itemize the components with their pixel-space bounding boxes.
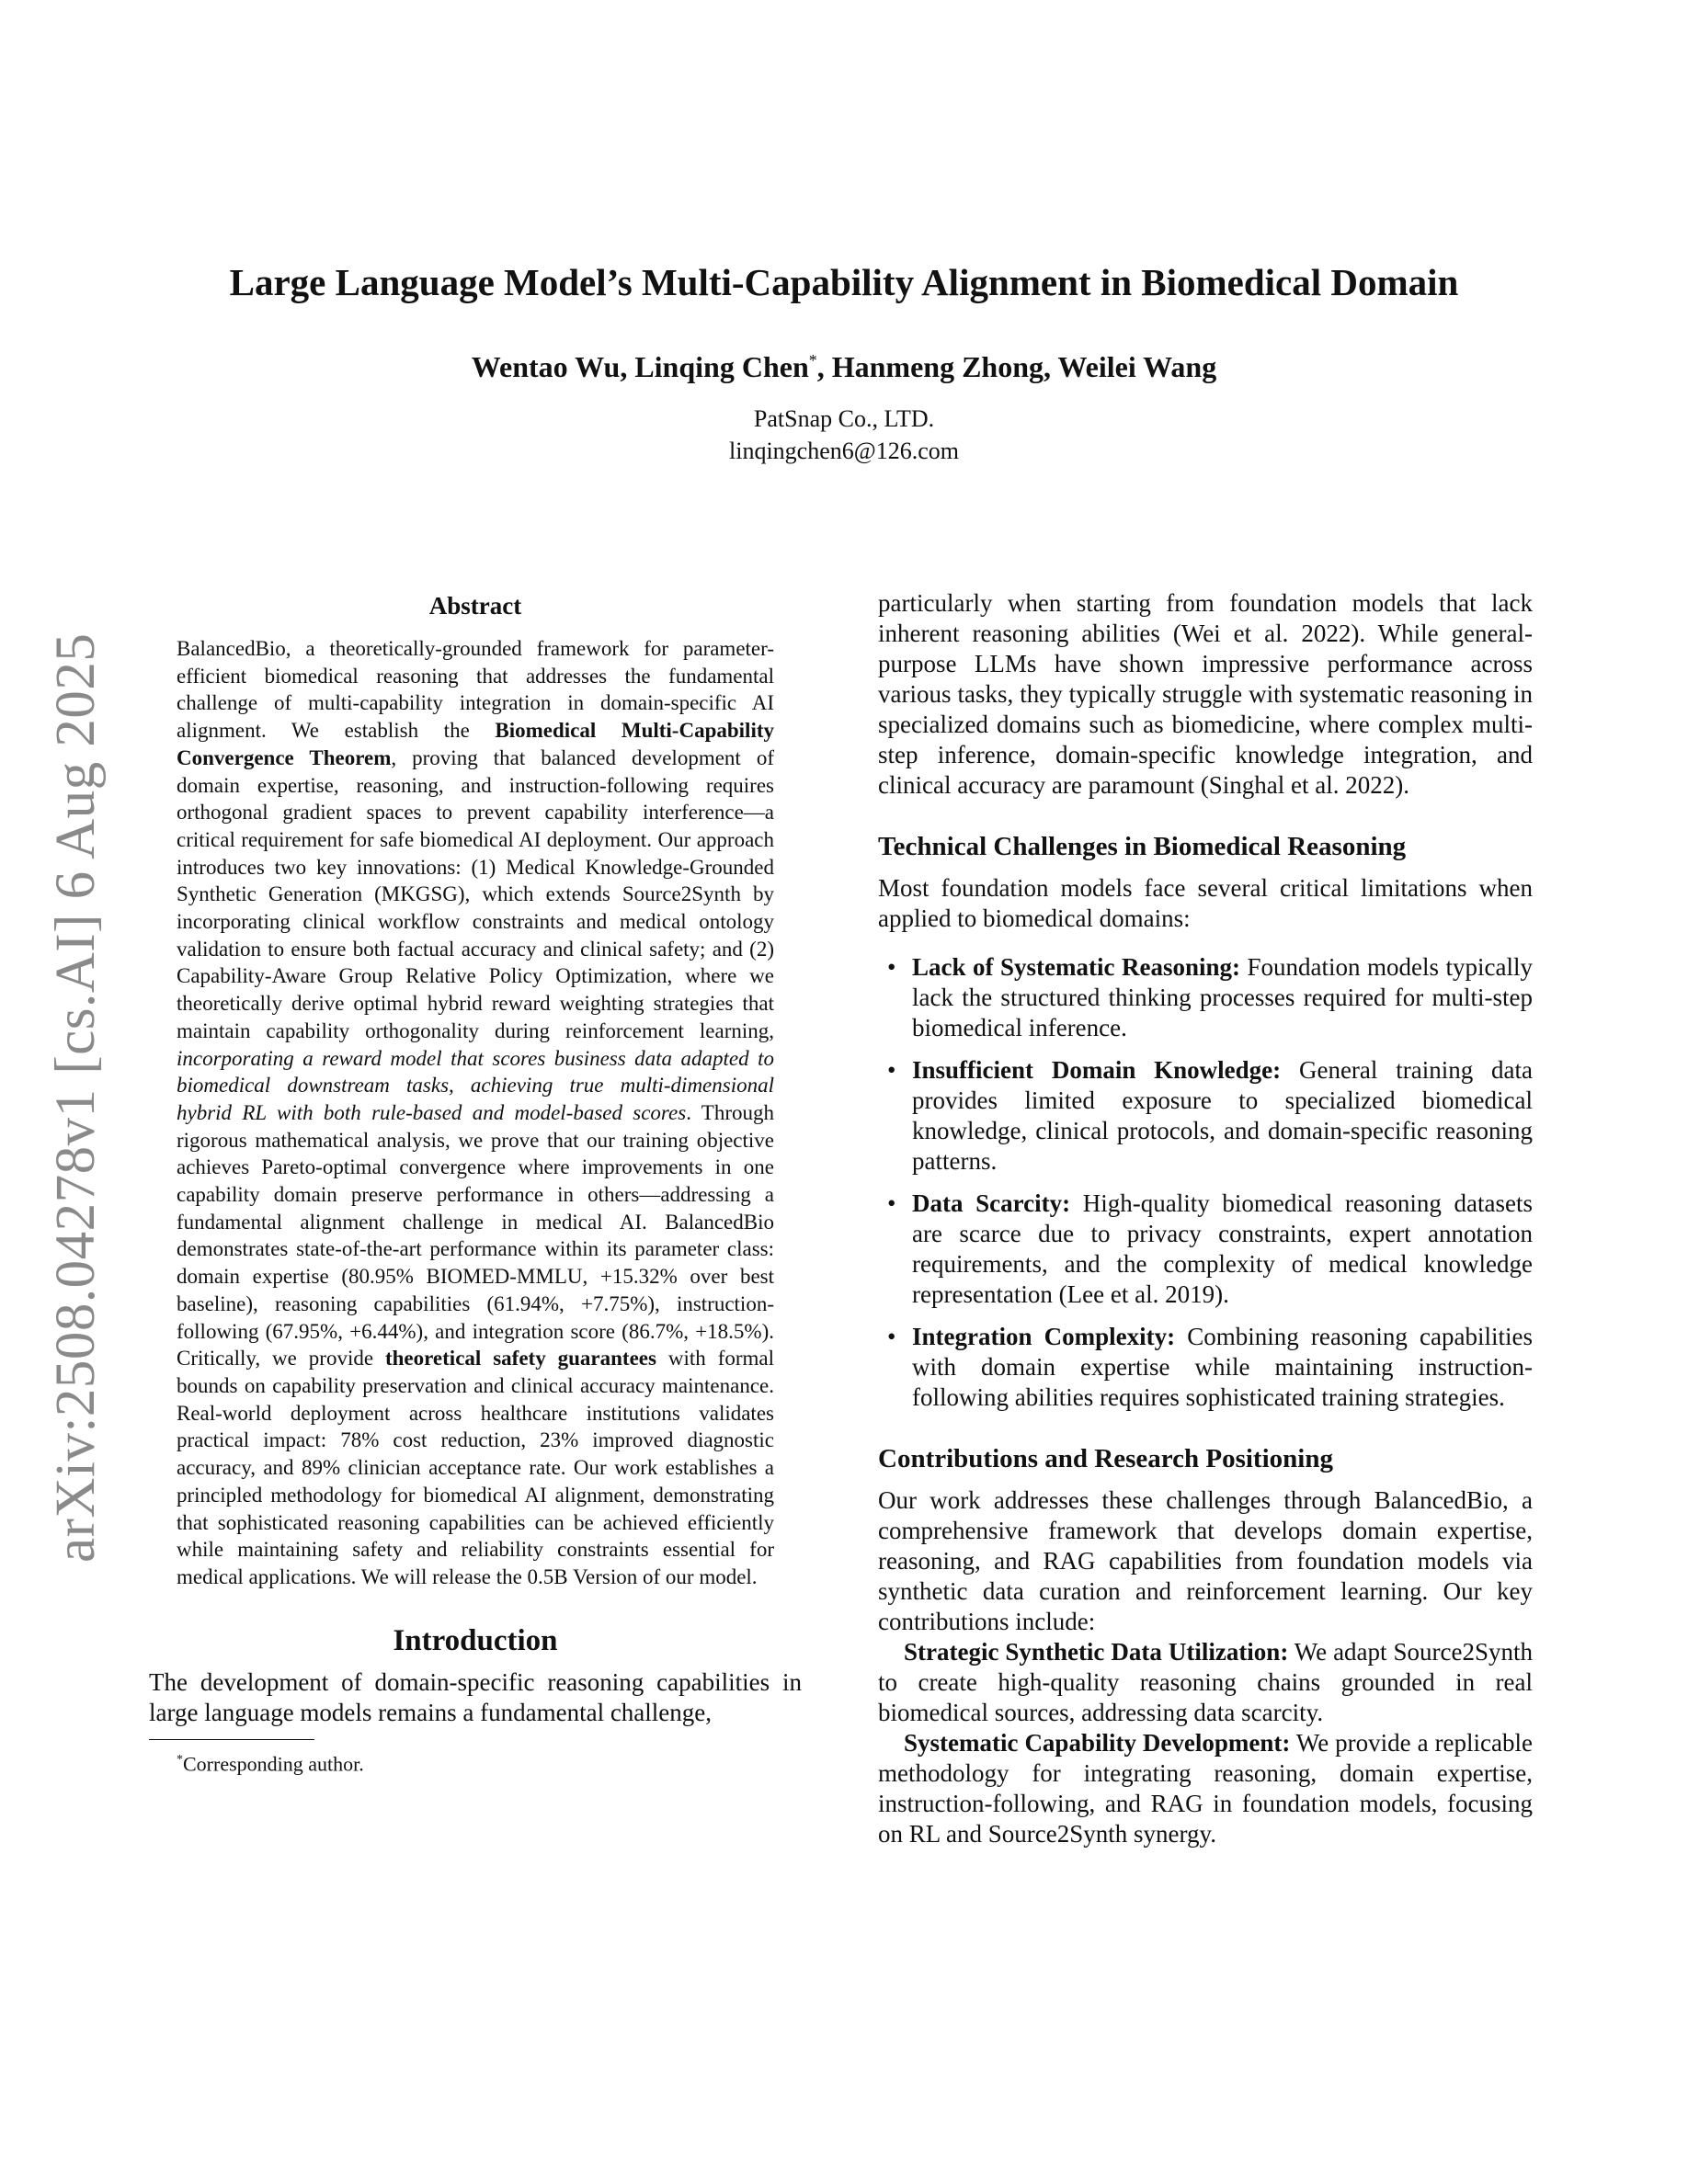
list-item <box>878 1322 1533 1413</box>
list-item <box>878 952 1533 1043</box>
arxiv-identifier-stamp: arXiv:2508.04278v1 [cs.AI] 6 Aug 2025 <box>45 632 107 1563</box>
abstract-bold-safety: theoretical safety guarantees <box>384 1347 656 1371</box>
authors-before: Wentao Wu, Linqing Chen <box>471 350 809 383</box>
list-item-text: High-quality biomedical reasoning datasets are scarce due to privacy constraints, expert annotation requirements, and the complexity of medical knowledge representation (Lee et al. 2019). <box>912 1189 1533 1308</box>
email: linqingchen6@126.com <box>729 438 959 464</box>
abstract-part: BalancedBio, a theoretically-grounded framework for parameter-efficient biomedical reasoning that addresses the fundamental challenge of multi-capability integration in domain-specific AI alignment. We establish the <box>177 637 774 743</box>
author-list <box>0 350 1688 384</box>
affiliation: PatSnap Co., LTD. <box>753 405 935 432</box>
footnote-text: Corresponding author. <box>183 1751 364 1775</box>
list-item <box>878 1055 1533 1177</box>
introduction-paragraph-continued: particularly when starting from foundation models that lack inherent reasoning abilities (Wei et al. 2022). While general-purpose LLMs have shown impressive performance across various tasks, they typically struggle with systematic reasoning in specialized domains such as biomedicine, where complex multi-step inference, domain-specific knowledge integration, and clinical accuracy are paramount (Singhal et al. 2022). <box>878 589 1533 799</box>
abstract-part: , proving that balanced development of domain expertise, reasoning, and instruction-following requires orthogonal gradient spaces to prevent capability interference—a critical requirement for safe biomedical AI deployment. Our approach introduces two key innovations: (1) Medical Knowledge-Grounded Synthetic Generation (MKGSG), which extends Source2Synth by incorporating clinical workflow constraints and medical ontology validation to ensure both factual accuracy and clinical safety; and (2) Capability-Aware Group Relative Policy Optimization, where we theoretically derive optimal hybrid reward weighting strategies that maintain capability orthogonality during reinforcement learning, <box>177 745 774 1042</box>
list-item-title: Lack of Systematic Reasoning: <box>912 953 1240 981</box>
contribution-paragraph <box>878 1728 1533 1849</box>
challenges-intro: Most foundation models face several critical limitations when applied to biomedical domains: <box>878 874 1533 932</box>
footnote <box>149 1747 802 1777</box>
abstract-text <box>177 635 774 1591</box>
introduction-paragraph: The development of domain-specific reasoning capabilities in large language models remains a fundamental challenge, <box>149 1667 802 1726</box>
paper-title: Large Language Model’s Multi-Capability Alignment in Biomedical Domain <box>229 261 1459 303</box>
abstract-part: with formal bounds on capability preservation and clinical accuracy maintenance. Real-world deployment across healthcare institutions validates practical impact: 78% cost reduction, 23% improved diagnostic accuracy, and 89% clinician acceptance rate. Our work establishes a principled methodology for biomedical AI alignment, demonstrating that sophisticated reasoning capabilities can be achieved efficiently while maintaining safety and reliability constraints essential for medical applications. We will release the 0.5B Version of our model. <box>177 1347 775 1588</box>
list-item-title: Integration Complexity: <box>912 1323 1176 1350</box>
list-item-title: Data Scarcity: <box>912 1189 1071 1217</box>
list-item-text: Foundation models typically lack the structured thinking processes required for multi-step biomedical inference. <box>912 953 1533 1041</box>
corresponding-mark: * <box>808 351 817 370</box>
contribution-title: Strategic Synthetic Data Utilization: <box>904 1638 1289 1666</box>
contribution-title: Systematic Capability Development: <box>904 1729 1291 1757</box>
bullet-icon: • <box>887 1056 896 1084</box>
list-item-text: General training data provides limited exposure to specialized biomedical knowledge, clinical protocols, and domain-specific reasoning patterns. <box>912 1056 1533 1175</box>
contribution-text: We adapt Source2Synth to create high-quality reasoning chains grounded in real biomedical sources, addressing data scarcity. <box>878 1638 1534 1726</box>
contributions-intro: Our work addresses these challenges through BalancedBio, a comprehensive framework that develops domain expertise, reasoning, and RAG capabilities from foundation models via synthetic data curation and reinforcement learning. Our key contributions include: <box>878 1486 1533 1635</box>
bullet-icon: • <box>887 1323 896 1350</box>
contributions-heading: Contributions and Research Positioning <box>878 1444 1333 1473</box>
introduction-heading: Introduction <box>393 1623 558 1657</box>
footnote-mark: * <box>177 1752 183 1767</box>
list-item <box>878 1189 1533 1310</box>
authors-after: , Hanmeng Zhong, Weilei Wang <box>816 350 1217 383</box>
challenges-list <box>878 952 1533 1413</box>
abstract-heading: Abstract <box>428 592 522 620</box>
bullet-icon: • <box>887 1189 896 1217</box>
abstract-part: . Through rigorous mathematical analysis, we prove that our training objective achieves Pareto-optimal convergence where improvements in one capability domain preserve performance in others—addressing a fundamental alignment challenge in medical AI. BalancedBio demonstrates state-of-the-art performance within its parameter class: domain expertise (80.95% BIOMED-MMLU, +15.32% over best baseline), reasoning capabilities (61.94%, +7.75%), instruction-following (67.95%, +6.44%), and integration score (86.7%, +18.5%). Critically, we provide <box>177 1100 774 1371</box>
contribution-text: We provide a replicable methodology for integrating reasoning, domain expertise, instruction-following, and RAG in foundation models, focusing on RL and Source2Synth synergy. <box>878 1729 1534 1848</box>
list-item-title: Insufficient Domain Knowledge: <box>912 1056 1282 1084</box>
right-column <box>878 588 1533 1849</box>
list-item-text: Combining reasoning capabilities with domain expertise while maintaining instruction-following abilities requires sophisticated training strategies. <box>912 1323 1534 1411</box>
footnote-rule <box>149 1739 314 1740</box>
challenges-heading: Technical Challenges in Biomedical Reasoning <box>878 832 1407 861</box>
affiliation-block <box>0 403 1688 467</box>
abstract-italic-reward: incorporating a reward model that scores business data adapted to biomedical downstream tasks, achieving true multi-dimensional hybrid RL with both rule-based and model-based scores <box>177 1046 774 1124</box>
contribution-paragraph <box>878 1637 1533 1728</box>
abstract-bold-theorem: Biomedical Multi-Capability Convergence Theorem <box>177 719 774 769</box>
left-column <box>149 588 802 1777</box>
bullet-icon: • <box>887 953 896 981</box>
